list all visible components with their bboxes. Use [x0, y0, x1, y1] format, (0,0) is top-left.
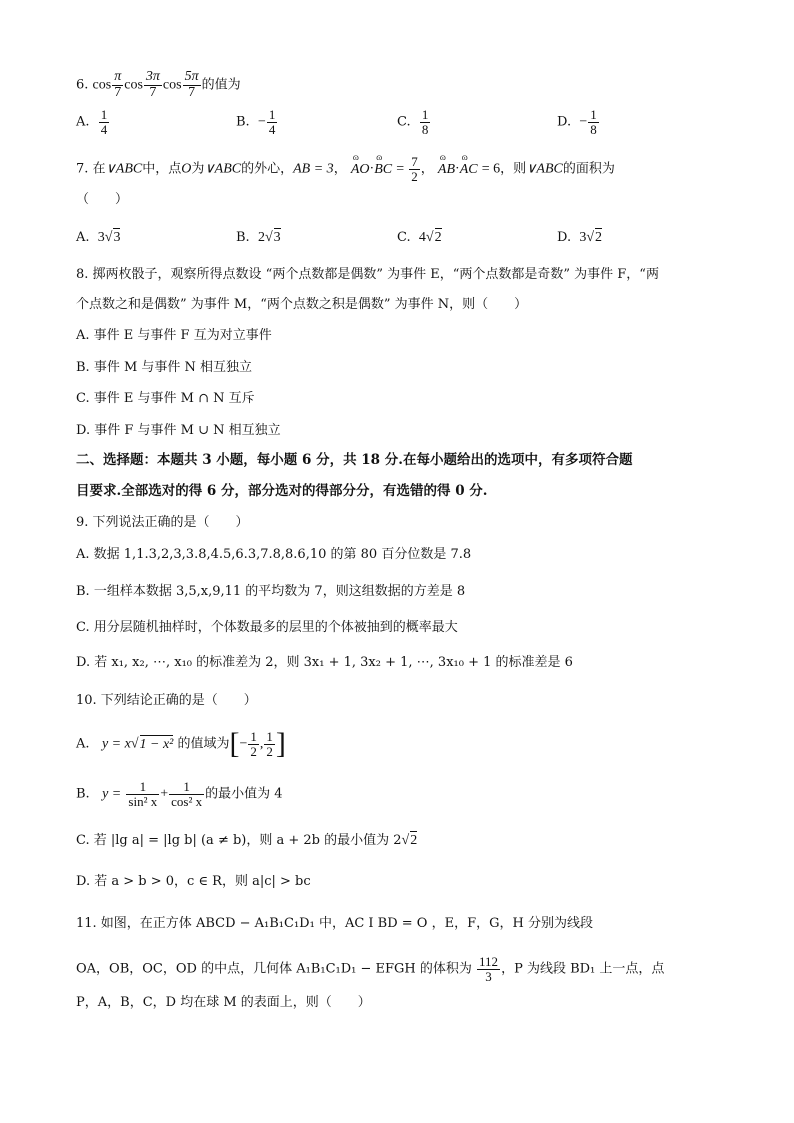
q6-fn-3: cos	[162, 77, 182, 93]
num: 1	[250, 728, 257, 744]
num: 1	[169, 780, 204, 795]
num: 1	[126, 780, 159, 795]
q6-frac-1	[112, 70, 123, 100]
frac-1	[126, 780, 159, 808]
num: 1	[421, 107, 429, 122]
option-label: B.	[76, 786, 90, 802]
q9-option-a: A. 数据 1,1.3,2,3,3.8,4.5,6.3,7.8,8.6,10 的第 80 百分位数是 7.8	[76, 547, 472, 562]
option-label: A.	[76, 114, 90, 130]
q11-line3: P，A，B，C，D 均在球 M 的表面上，则（ ）	[76, 995, 371, 1010]
hi-frac	[264, 730, 275, 758]
q7-frac	[409, 155, 420, 183]
q7-point-o: O	[181, 161, 192, 177]
q7-option-b: B. 2√3	[236, 230, 281, 245]
q7-vec-ao: ɷ AO	[351, 163, 370, 177]
q7-eq-6: = 6	[481, 161, 501, 177]
q7-option-c: C. 4√2	[397, 230, 442, 245]
den: 8	[590, 121, 597, 137]
q9-option-d: D. 若 x₁, x₂, ⋯, x₁₀ 的标准差为 2，则 3x₁ + 1, 3x₂ + 1, ⋯, 3x₁₀ + 1 的标准差是 6	[76, 655, 573, 670]
text: 的最小值为 4	[205, 786, 283, 802]
q8-option-c: C. 事件 E 与事件 M ∩ N 互斥	[76, 391, 255, 406]
option-label: C.	[397, 230, 411, 245]
q7-vec-bc: ɷ BC	[374, 163, 392, 177]
q6-suffix: 的值为	[201, 77, 241, 93]
q10-stem: 10. 下列结论正确的是（ ）	[76, 693, 257, 708]
q6-option-c	[397, 108, 431, 136]
q6-number: 6.	[76, 77, 93, 93]
q10-option-a: A. y = x√1 − x² 的值域为[− $\frac{1}{2}$ , $\frac{1}{2}$ ]	[76, 727, 286, 760]
radicand: 1 − x²	[139, 736, 174, 752]
q7-option-a: A. 3√3	[76, 230, 121, 245]
den: sin² x	[128, 793, 158, 809]
sign: −	[579, 114, 588, 130]
q6-frac-2	[144, 70, 162, 100]
option-label: D.	[557, 230, 572, 245]
q6-frac-3-den: 7	[188, 84, 196, 100]
text-b: ，P 为线段 BD₁ 上一点，点	[501, 961, 665, 977]
q8-option-a: A. 事件 E 与事件 F 互为对立事件	[76, 328, 272, 343]
q6-a-frac	[99, 108, 110, 136]
option-label: A.	[76, 736, 90, 752]
option-label: A.	[76, 230, 90, 245]
q9-stem: 9. 下列说法正确的是（ ）	[76, 515, 249, 530]
q6-c-frac	[420, 108, 431, 136]
q6-frac-2-num: 3π	[145, 69, 160, 84]
q6-fn-1: cos	[92, 77, 112, 93]
radicand: 3	[113, 230, 121, 245]
num: 1	[100, 107, 108, 122]
lo-frac	[248, 730, 259, 758]
num: 1	[268, 107, 276, 122]
q6-frac-3-num: 5π	[184, 69, 199, 84]
coef: 3	[97, 230, 105, 245]
q7-text-f: 的面积为	[562, 161, 615, 177]
q6-option-a	[76, 108, 110, 136]
coef: 2	[257, 230, 265, 245]
option-label: C.	[397, 114, 411, 130]
q8-option-b: B. 事件 M 与事件 N 相互独立	[76, 360, 253, 375]
q7-text-a: 7. 在	[76, 161, 106, 177]
q7-text-e: ，则	[500, 161, 527, 177]
q6-frac-3	[183, 70, 201, 100]
q11-line1: 11. 如图，在正方体 ABCD − A₁B₁C₁D₁ 中，AC I BD = O ，E，F，G，H 分别为线段	[76, 916, 593, 931]
q7-stem: 7. 在∨ABC中，点O为∨ABC的外心，AB = 3， ɷ AO·ɷ BC = $\frac{7}{2}$ ， ɷ AB·ɷ AC = 6，则∨ABC的面积为	[76, 155, 615, 183]
q8-option-d: D. 事件 F 与事件 M ∪ N 相互独立	[76, 423, 281, 438]
q9-option-b: B. 一组样本数据 3,5,x,9,11 的平均数为 7，则这组数据的方差是 8	[76, 584, 466, 599]
q7-triangle-3: ∨ABC	[526, 161, 563, 177]
q10-option-c: C. 若 |lg a| = |lg b| (a ≠ b)，则 a + 2b 的最小值为 2√2	[76, 833, 418, 848]
den: 2	[411, 168, 418, 184]
q7-option-d: D. 3√2	[557, 230, 603, 245]
y-eq: y =	[102, 786, 122, 802]
q7-text-b: 中，点	[142, 161, 182, 177]
option-label: D.	[557, 114, 572, 130]
q6-option-d	[557, 108, 600, 136]
q7-paren: （ ）	[76, 192, 129, 207]
q7-text-d: 的外心，	[241, 161, 294, 177]
den: 2	[266, 743, 273, 759]
den: 2	[250, 743, 257, 759]
num: 112	[479, 954, 499, 969]
q10-option-b: B. y = $\frac{1}{\text{sin² x}}$ + $\frac{1}{\text{cos² x}}$ 的最小值为 4	[76, 779, 283, 809]
section2-line1: 二、选择题：本题共 3 小题，每小题 6 分，共 18 分.在每小题给出的选项中，有多项符合题	[76, 452, 633, 468]
radicand: 2	[410, 833, 418, 848]
option-label: B.	[236, 114, 250, 130]
q7-comma: ，	[333, 161, 347, 177]
coef: 3	[579, 230, 587, 245]
option-label: B.	[236, 230, 250, 245]
q6-fn-2: cos	[124, 77, 143, 93]
q9-option-c: C. 用分层随机抽样时，个体数最多的层里的个体被抽到的概率最大	[76, 620, 458, 635]
q7-text-c: 为	[191, 161, 205, 177]
q8-line1: 8. 掷两枚骰子，观察所得点数设 “两个点数都是偶数” 为事件 E，“两个点数都是奇数” 为事件 F，“两	[76, 267, 659, 282]
q8-line2: 个点数之和是偶数” 为事件 M，“两个点数之积是偶数” 为事件 N，则（ ）	[76, 297, 528, 312]
den: 4	[268, 121, 276, 137]
num: 7	[411, 154, 418, 169]
num: 1	[590, 107, 597, 122]
text: C. 若 |lg a| = |lg b| (a ≠ b)，则 a + 2b 的最小值为 2	[76, 833, 402, 848]
den: 4	[100, 121, 108, 137]
sign: −	[257, 114, 266, 130]
q6-stem	[76, 70, 241, 100]
text-a: OA，OB，OC，OD 的中点，几何体 A₁B₁C₁D₁ − EFGH 的体积为	[76, 961, 472, 977]
q11-line2	[76, 955, 664, 983]
expr: y = x	[101, 736, 131, 752]
volume-frac	[477, 955, 500, 983]
frac-2	[169, 780, 204, 808]
den: 8	[421, 121, 429, 137]
q6-frac-1-den: 7	[114, 84, 122, 100]
q6-b-frac	[267, 108, 278, 136]
coef: 4	[418, 230, 426, 245]
den: cos² x	[171, 793, 203, 809]
num: 1	[266, 728, 273, 744]
q10-option-d: D. 若 a > b > 0，c ∈ R，则 a|c| > bc	[76, 874, 311, 889]
q6-d-frac	[588, 108, 599, 136]
q7-ab: AB = 3	[293, 161, 334, 177]
q7-triangle-2: ∨ABC	[204, 161, 242, 177]
radicand: 2	[595, 230, 603, 245]
q6-option-b	[236, 108, 278, 136]
text: 的值域为	[177, 736, 230, 752]
section2-line2: 目要求.全部选对的得 6 分，部分选对的得部分分，有选错的得 0 分.	[76, 483, 488, 499]
q7-vec-ab: ɷ AB	[438, 163, 455, 177]
q7-eq: =	[396, 161, 405, 177]
q6-frac-1-num: π	[114, 69, 122, 84]
radicand: 2	[434, 230, 442, 245]
q7-vec-ac: ɷ AC	[460, 163, 478, 177]
q7-triangle: ∨ABC	[105, 161, 143, 177]
den: 3	[485, 968, 492, 984]
q6-frac-2-den: 7	[149, 84, 157, 100]
radicand: 3	[273, 230, 281, 245]
q7-comma-2: ，	[420, 161, 434, 177]
